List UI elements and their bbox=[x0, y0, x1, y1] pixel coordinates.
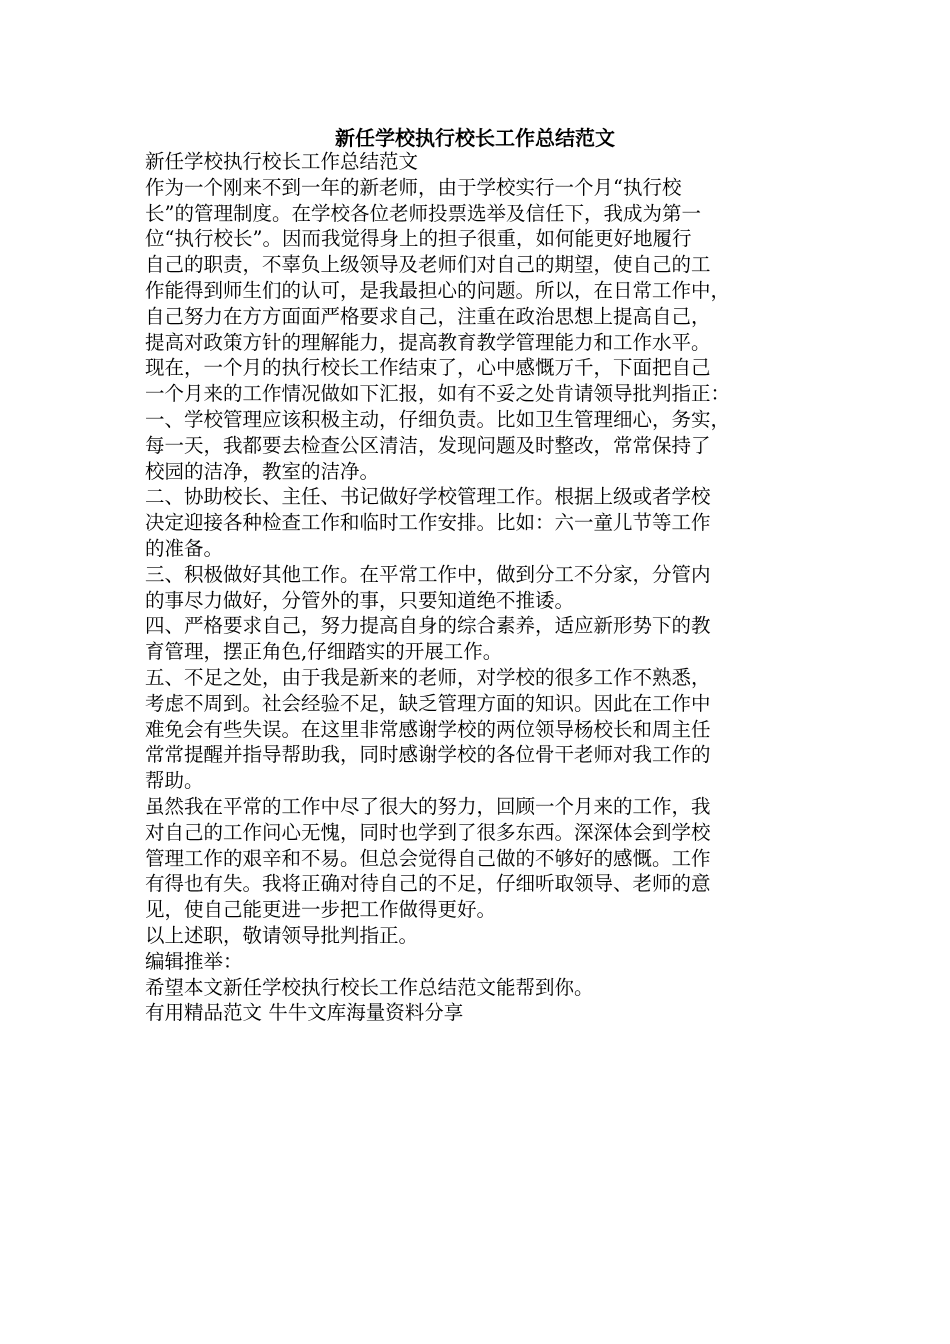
text-line: 每一天，我都要去检查公区清洁，发现问题及时整改，常常保持了 bbox=[145, 433, 711, 457]
text-line: 二、协助校长、主任、书记做好学校管理工作。根据上级或者学校 bbox=[145, 485, 711, 509]
text-line: 一个月来的工作情况做如下汇报，如有不妥之处肯请领导批判指正： bbox=[145, 382, 731, 406]
text-line: 位“执行校长”。因而我觉得身上的担子很重，如何能更好地履行 bbox=[145, 227, 692, 251]
text-line: 校园的洁净，教室的洁净。 bbox=[145, 459, 380, 483]
text-line: 决定迎接各种检查工作和临时工作安排。比如：六一童儿节等工作 bbox=[145, 511, 711, 535]
text-line: 考虑不周到。社会经验不足，缺乏管理方面的知识。因此在工作中 bbox=[145, 691, 711, 715]
text-line: 自己的职责，不辜负上级领导及老师们对自己的期望，使自己的工 bbox=[145, 253, 711, 277]
text-line: 四、严格要求自己，努力提高自身的综合素养，适应新形势下的教 bbox=[145, 614, 711, 638]
subtitle-line: 新任学校执行校长工作总结范文 bbox=[145, 150, 419, 173]
text-line: 育管理，摆正角色,仔细踏实的开展工作。 bbox=[145, 640, 503, 664]
text-line: 作为一个刚来不到一年的新老师，由于学校实行一个月“执行校 bbox=[145, 175, 682, 199]
document-body bbox=[145, 149, 805, 1026]
text-line: 帮助。 bbox=[145, 769, 204, 793]
text-line: 的事尽力做好，分管外的事，只要知道绝不推诿。 bbox=[145, 588, 575, 612]
footer-line: 有用精品范文 牛牛文库海量资料分享 bbox=[145, 1001, 464, 1025]
text-line: 希望本文新任学校执行校长工作总结范文能帮到你。 bbox=[145, 975, 594, 999]
text-line: 见，使自己能更进一步把工作做得更好。 bbox=[145, 898, 497, 922]
recommend-heading-line: 编辑推举： bbox=[145, 949, 243, 973]
text-line: 长”的管理制度。在学校各位老师投票选举及信任下，我成为第一 bbox=[145, 201, 701, 225]
text-line: 一、学校管理应该积极主动，仔细负责。比如卫生管理细心，务实， bbox=[145, 407, 731, 431]
text-line: 管理工作的艰辛和不易。但总会觉得自己做的不够好的感慨。工作 bbox=[145, 846, 711, 870]
text-line: 有得也有失。我将正确对待自己的不足，仔细听取领导、老师的意 bbox=[145, 872, 711, 896]
text-line: 三、积极做好其他工作。在平常工作中，做到分工不分家，分管内 bbox=[145, 562, 711, 586]
text-line: 五、不足之处，由于我是新来的老师，对学校的很多工作不熟悉， bbox=[145, 665, 711, 689]
text-line: 作能得到师生们的认可，是我最担心的问题。所以，在日常工作中， bbox=[145, 278, 731, 302]
text-line: 虽然我在平常的工作中尽了很大的努力，回顾一个月来的工作，我 bbox=[145, 794, 711, 818]
text-line: 现在，一个月的执行校长工作结束了，心中感慨万千，下面把自己 bbox=[145, 356, 711, 380]
text-line: 对自己的工作问心无愧，同时也学到了很多东西。深深体会到学校 bbox=[145, 820, 711, 844]
text-line: 常常提醒并指导帮助我，同时感谢学校的各位骨干老师对我工作的 bbox=[145, 743, 711, 767]
text-line: 自己努力在方方面面严格要求自己，注重在政治思想上提高自己， bbox=[145, 304, 711, 328]
document-title: 新任学校执行校长工作总结范文 bbox=[335, 126, 615, 150]
text-line: 提高对政策方针的理解能力，提高教育教学管理能力和工作水平。 bbox=[145, 330, 711, 354]
text-line: 的准备。 bbox=[145, 536, 224, 560]
text-line: 以上述职，敬请领导批判指正。 bbox=[145, 923, 419, 947]
text-line: 难免会有些失误。在这里非常感谢学校的两位领导杨校长和周主任 bbox=[145, 717, 711, 741]
